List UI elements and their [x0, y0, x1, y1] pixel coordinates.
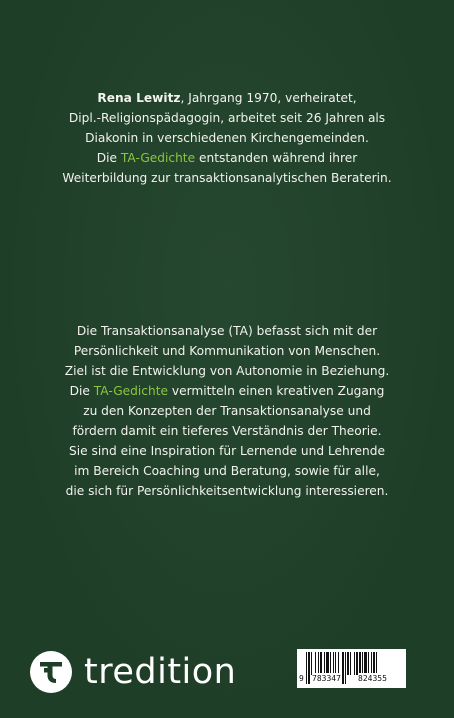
- barcode-bar: [359, 652, 361, 675]
- barcode-bar: [333, 652, 334, 675]
- barcode-first-digit: 9: [299, 674, 304, 683]
- barcode-bar: [371, 652, 372, 675]
- desc-line-3: Ziel ist die Entwicklung von Autonomie in Beziehung.: [64, 364, 390, 378]
- barcode-bar: [315, 652, 316, 675]
- barcode-bar: [330, 652, 331, 675]
- bio-line-5: Weiterbildung zur transaktionsanalytischen Beraterin.: [62, 171, 392, 185]
- publisher-logo: [30, 650, 236, 694]
- barcode-bar: [311, 652, 312, 675]
- desc-line-7: Sie sind eine Inspiration für Lernende und Lehrende: [69, 444, 385, 458]
- desc-highlight: TA-Gedichte: [93, 384, 168, 398]
- barcode-bar: [335, 652, 336, 675]
- barcode-bar: [356, 652, 358, 675]
- desc-line-9: die sich für Persönlichkeitsentwicklung interessieren.: [65, 484, 389, 498]
- desc-line-4: [20, 381, 434, 401]
- bio-line-3: Diakonin in verschiedenen Kirchengemeinden.: [85, 131, 369, 145]
- bio-line-4-post: entstanden während ihrer: [195, 151, 358, 165]
- desc-line-6: fördern damit ein tieferes Verständnis der Theorie.: [72, 424, 382, 438]
- barcode-bar: [318, 652, 319, 675]
- bio-line-1: [20, 88, 434, 108]
- bio-line-4: [20, 148, 434, 168]
- barcode-group-1: 783347: [312, 674, 341, 683]
- barcode-bar: [324, 652, 325, 675]
- bio-line-2: Dipl.-Religionspädagogin, arbeitet seit 26 Jahren als: [68, 111, 386, 125]
- barcode-bar: [306, 652, 307, 684]
- barcode-bar: [350, 652, 351, 675]
- desc-line-4-pre: Die: [69, 384, 94, 398]
- barcode-bar: [347, 652, 349, 675]
- bio-line-4-pre: Die: [96, 151, 121, 165]
- desc-line-4-post: vermitteln einen kreativen Zugang: [167, 384, 385, 398]
- barcode-group-2: 824355: [358, 674, 387, 683]
- publisher-name: tredition: [84, 652, 237, 692]
- barcode-bar: [338, 652, 339, 675]
- author-bio: [20, 88, 434, 188]
- isbn-barcode: [297, 649, 406, 688]
- bio-line-1-text: , Jahrgang 1970, verheiratet,: [180, 91, 357, 105]
- barcode-bar: [364, 652, 367, 675]
- barcode-bar: [326, 652, 329, 675]
- barcode-bar: [308, 652, 310, 684]
- barcode-bar: [354, 652, 355, 675]
- desc-line-5: zu den Konzepten der Transaktionsanalyse und: [83, 404, 371, 418]
- tredition-t-icon: [30, 651, 72, 693]
- author-name: Rena Lewitz: [97, 91, 181, 105]
- desc-line-1: Die Transaktionsanalyse (TA) befasst sich mit der: [76, 324, 378, 338]
- barcode-bar: [345, 652, 346, 684]
- bio-highlight: TA-Gedichte: [120, 151, 196, 165]
- barcode-bar: [368, 652, 369, 675]
- barcode-bar: [342, 652, 344, 684]
- barcode-bar: [362, 652, 363, 675]
- desc-line-8: im Bereich Coaching und Beratung, sowie für alle,: [74, 464, 380, 478]
- book-description: [20, 321, 434, 501]
- barcode-bar: [320, 652, 322, 675]
- desc-line-2: Persönlichkeit und Kommunikation von Menschen.: [73, 344, 381, 358]
